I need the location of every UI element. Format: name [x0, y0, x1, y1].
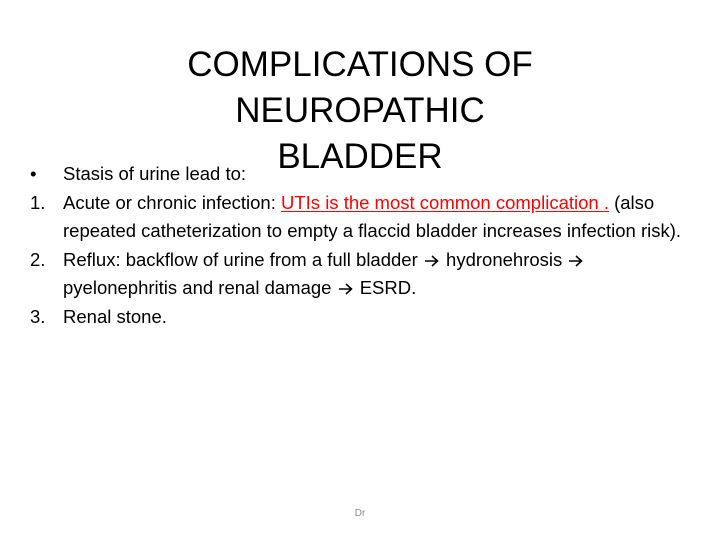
bullet-item [30, 160, 695, 189]
title-line-1: COMPLICATIONS OF NEUROPATHIC [187, 45, 533, 130]
list-item-1-highlight: UTIs is the most common complication . [281, 191, 609, 213]
list-item-1-trail: (also repeated catheterization to empty a flaccid bladder increases infection risk). [63, 191, 682, 241]
list-item-1-lead: Acute or chronic infection: [63, 191, 281, 213]
list-marker-3: 3. [30, 305, 46, 327]
list-item-2-part-4: ESRD. [354, 277, 417, 298]
title-line-2: BLADDER [277, 137, 443, 176]
list-item-1 [30, 189, 695, 246]
list-marker-2: 2. [30, 248, 46, 270]
arrow-right-icon [568, 255, 583, 267]
list-item-3-text: Renal stone. [63, 305, 167, 327]
list-item-3 [30, 303, 695, 332]
list-item-2-part-1: Reflux: backflow of urine from a full bladder [63, 248, 423, 270]
bullet-text: Stasis of urine lead to: [63, 163, 247, 184]
bullet-marker: • [30, 163, 37, 184]
arrow-right-icon [424, 255, 439, 267]
slide-footer: Dr [354, 508, 366, 519]
slide-body [30, 160, 695, 331]
list-item-2-part-3: pyelonephritis and renal damage [63, 277, 337, 298]
list-marker-1: 1. [30, 191, 46, 213]
list-item-2-part-2: hydronehrosis [440, 248, 568, 270]
list-item-2 [30, 246, 695, 303]
arrow-right-icon [338, 283, 353, 295]
